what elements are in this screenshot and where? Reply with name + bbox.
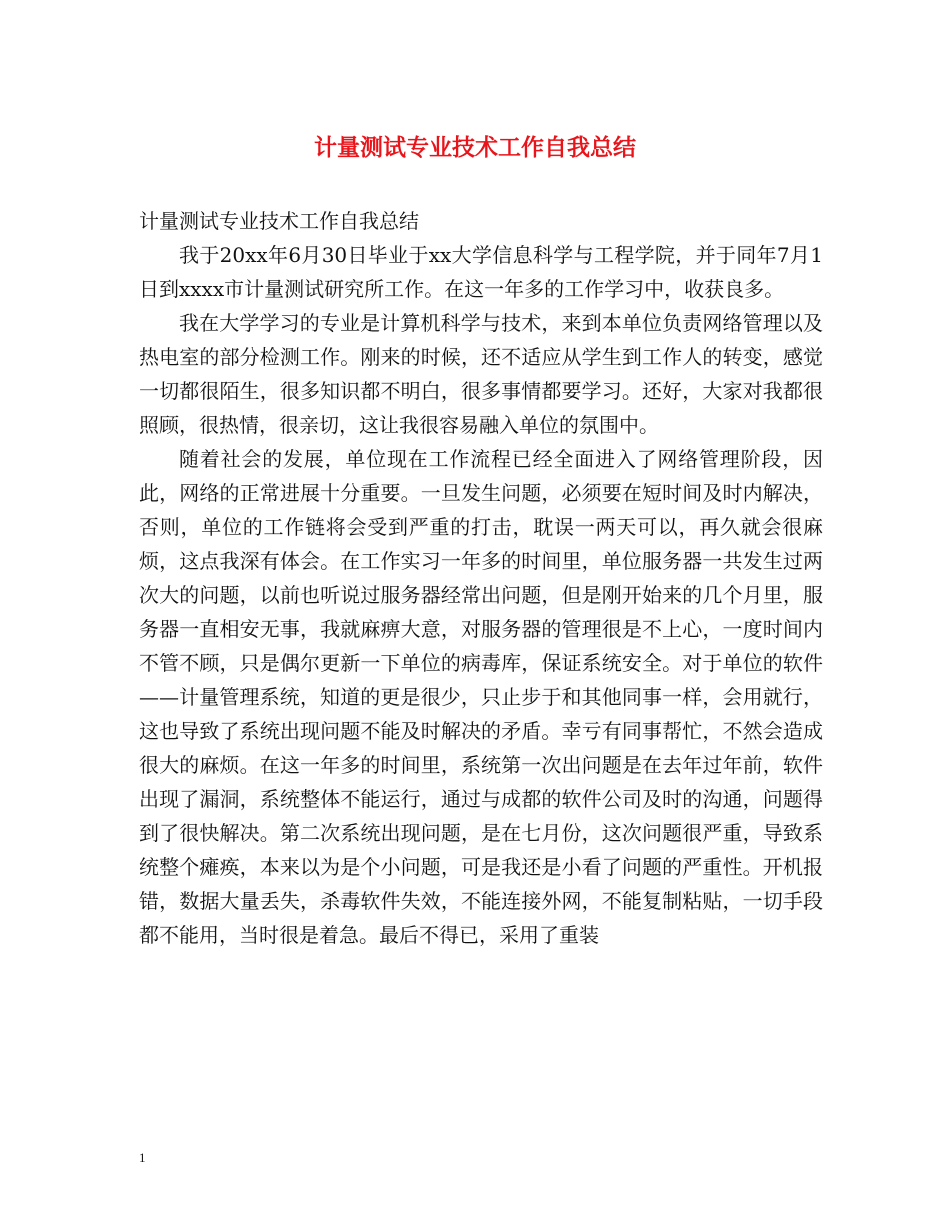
paragraph-2: 我在大学学习的专业是计算机科学与技术，来到本单位负责网络管理以及热电室的部分检测工作。刚来的时候，还不适应从学生到工作人的转变，感觉一切都很陌生，很多知识都不明白，很多事情都要学习。还好，大家对我都很照顾，很热情，很亲切，这让我很容易融入单位的氛围中。 (139, 311, 823, 437)
document-body (139, 204, 823, 952)
document-title: 计量测试专业技术工作自我总结 (314, 134, 636, 161)
paragraph-3: 随着社会的发展，单位现在工作流程已经全面进入了网络管理阶段，因此，网络的正常进展十分重要。一旦发生问题，必须要在短时间及时内解决，否则，单位的工作链将会受到严重的打击，耽误一两天可以，再久就会很麻烦，这点我深有体会。在工作实习一年多的时间里，单位服务器一共发生过两次大的问题，以前也听说过服务器经常出问题，但是刚开始来的几个月里，服务器一直相安无事，我就麻痹大意，对服务器的管理很是不上心，一度时间内不管不顾，只是偶尔更新一下单位的病毒库，保证系统安全。对于单位的软件——计量管理系统，知道的更是很少，只止步于和其他同事一样，会用就行，这也导致了系统出现问题不能及时解决的矛盾。幸亏有同事帮忙，不然会造成很大的麻烦。在这一年多的时间里，系统第一次出问题是在去年过年前，软件出现了漏洞，系统整体不能运行，通过与成都的软件公司及时的沟通，问题得到了很快解决。第二次系统出现问题，是在七月份，这次问题很严重，导致系统整个瘫痪，本来以为是个小问题，可是我还是小看了问题的严重性。开机报错，数据大量丢失，杀毒软件失效，不能连接外网，不能复制粘贴，一切手段都不能用，当时很是着急。最后不得已，采用了重装 (139, 447, 823, 947)
document-subtitle: 计量测试专业技术工作自我总结 (139, 209, 419, 233)
paragraph-1: 我于20xx年6月30日毕业于xx大学信息科学与工程学院，并于同年7月1日到xxxx市计量测试研究所工作。在这一年多的工作学习中，收获良多。 (139, 243, 823, 301)
page-number: 1 (139, 1150, 146, 1165)
